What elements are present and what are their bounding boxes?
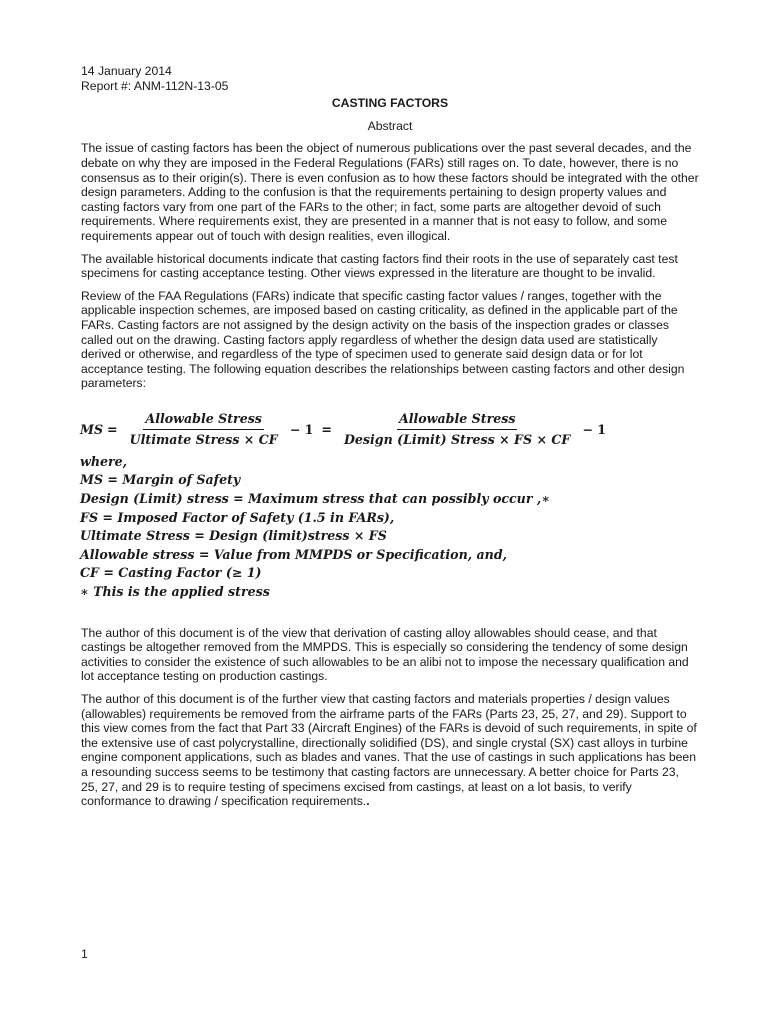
eq-line-fs: FS = Imposed Factor of Safety (1.5 in FARs),	[80, 509, 395, 525]
fraction-2-denominator: Design (Limit) Stress × FS × CF	[343, 431, 571, 447]
fraction-2-numerator: Allowable Stress	[397, 412, 517, 430]
eq-equals-2: =	[321, 421, 332, 437]
fraction-1-numerator: Allowable Stress	[143, 412, 263, 430]
abstract-heading: Abstract	[367, 118, 413, 133]
paragraph-1: The issue of casting factors has been the object of numerous publications over the past several decades, and the debate on why they are imposed in the Federal Regulations (FARs) still rages on. To date, however, there is no consensus as to their origin(s). There is even confusion as to how these factors should be integrated with the other design parameters. Adding to the confusion is that the requirements pertaining to design property values and casting factors vary from one part of the FARs to the other; in fact, some parts are altogether devoid of such requirements. Where requirements exist, they are presented in a manner that is not easy to follow, and some requirements appear out of touch with design realities, even illogical.	[81, 141, 699, 243]
eq-line-cf: CF = Casting Factor (≥ 1)	[80, 565, 262, 581]
paragraph-3: Review of the FAA Regulations (FARs) indicate that specific casting factor values / ranges, together with the applicable inspection schemes, are imposed based on casting criticality, as defined in the applicable part of the FARs. Casting factors are not assigned by the design activity on the basis of the inspection grades or classes called out on the drawing. Casting factors apply regardless of whether the design data used are statistically derived or otherwise, and regardless of the type of specimen used to generate said design data or for lot acceptance testing. The following equation describes the relationships between casting factors and other design parameters:	[81, 288, 685, 391]
fraction-2	[342, 412, 572, 447]
document-date: 14 January 2014	[81, 64, 172, 78]
eq-lhs: MS	[80, 421, 104, 437]
paragraph-5-text: The author of this document is of the further view that casting factors and materials properties / design values (allowables) requirements be removed from the airframe parts of the FARs (Parts 23, 25, 27, and 29). Support to this view comes from the fact that Part 33 (Aircraft Engines) of the FARs is devoid of such requirements, in spite of the extensive use of cast polycrystalline, directionally solidified (DS), and single crystal (SX) cast alloys in turbine engine component applications, such as blades and vanes. That the use of castings in such applications has been a resounding success seems to be testimony that casting factors are unnecessary. A better choice for Parts 23, 25, 27, and 29 is to require testing of specimens excised from castings, at least on a lot basis, to verify conformance to drawing / specification requirements.	[81, 692, 697, 809]
eq-equals-1: =	[107, 421, 118, 437]
margin-of-safety-equation	[80, 407, 699, 453]
eq-line-allowable-stress: Allowable stress = Value from MMPDS or Specification, and,	[80, 546, 508, 562]
document-page	[81, 64, 699, 809]
document-title: CASTING FACTORS	[331, 96, 449, 111]
eq-line-ultimate-stress: Ultimate Stress = Design (limit)stress × FS	[80, 528, 387, 544]
eq-line-footnote: ∗ This is the applied stress	[80, 584, 270, 600]
paragraph-2: The available historical documents indicate that casting factors find their roots in the use of separately cast test specimens for casting acceptance testing. Other views expressed in the literature are thought to be invalid.	[81, 251, 678, 281]
fraction-1-denominator: Ultimate Stress × CF	[129, 431, 278, 447]
report-number: Report #: ANM-112N-13-05	[81, 78, 229, 93]
paragraph-5	[81, 692, 699, 809]
eq-line-design-stress: Design (Limit) stress = Maximum stress that can possibly occur ,∗	[80, 491, 550, 507]
equation-block	[80, 407, 699, 602]
fraction-1	[128, 412, 280, 447]
eq-minus-2: − 1	[582, 421, 607, 437]
paragraph-4: The author of this document is of the view that derivation of casting alloy allowables should cease, and that castings be altogether removed from the MMPDS. This is especially so considering the tendency of some design activities to consider the existence of such allowables to be an alibi not to impose the necessary qualification and lot acceptance testing on production castings.	[81, 625, 689, 684]
paragraph-5-period: .	[366, 794, 370, 809]
eq-line-where: where,	[80, 453, 128, 469]
page-number: 1	[81, 947, 88, 961]
eq-line-ms: MS = Margin of Safety	[80, 472, 241, 488]
eq-minus-1: − 1	[289, 421, 314, 437]
